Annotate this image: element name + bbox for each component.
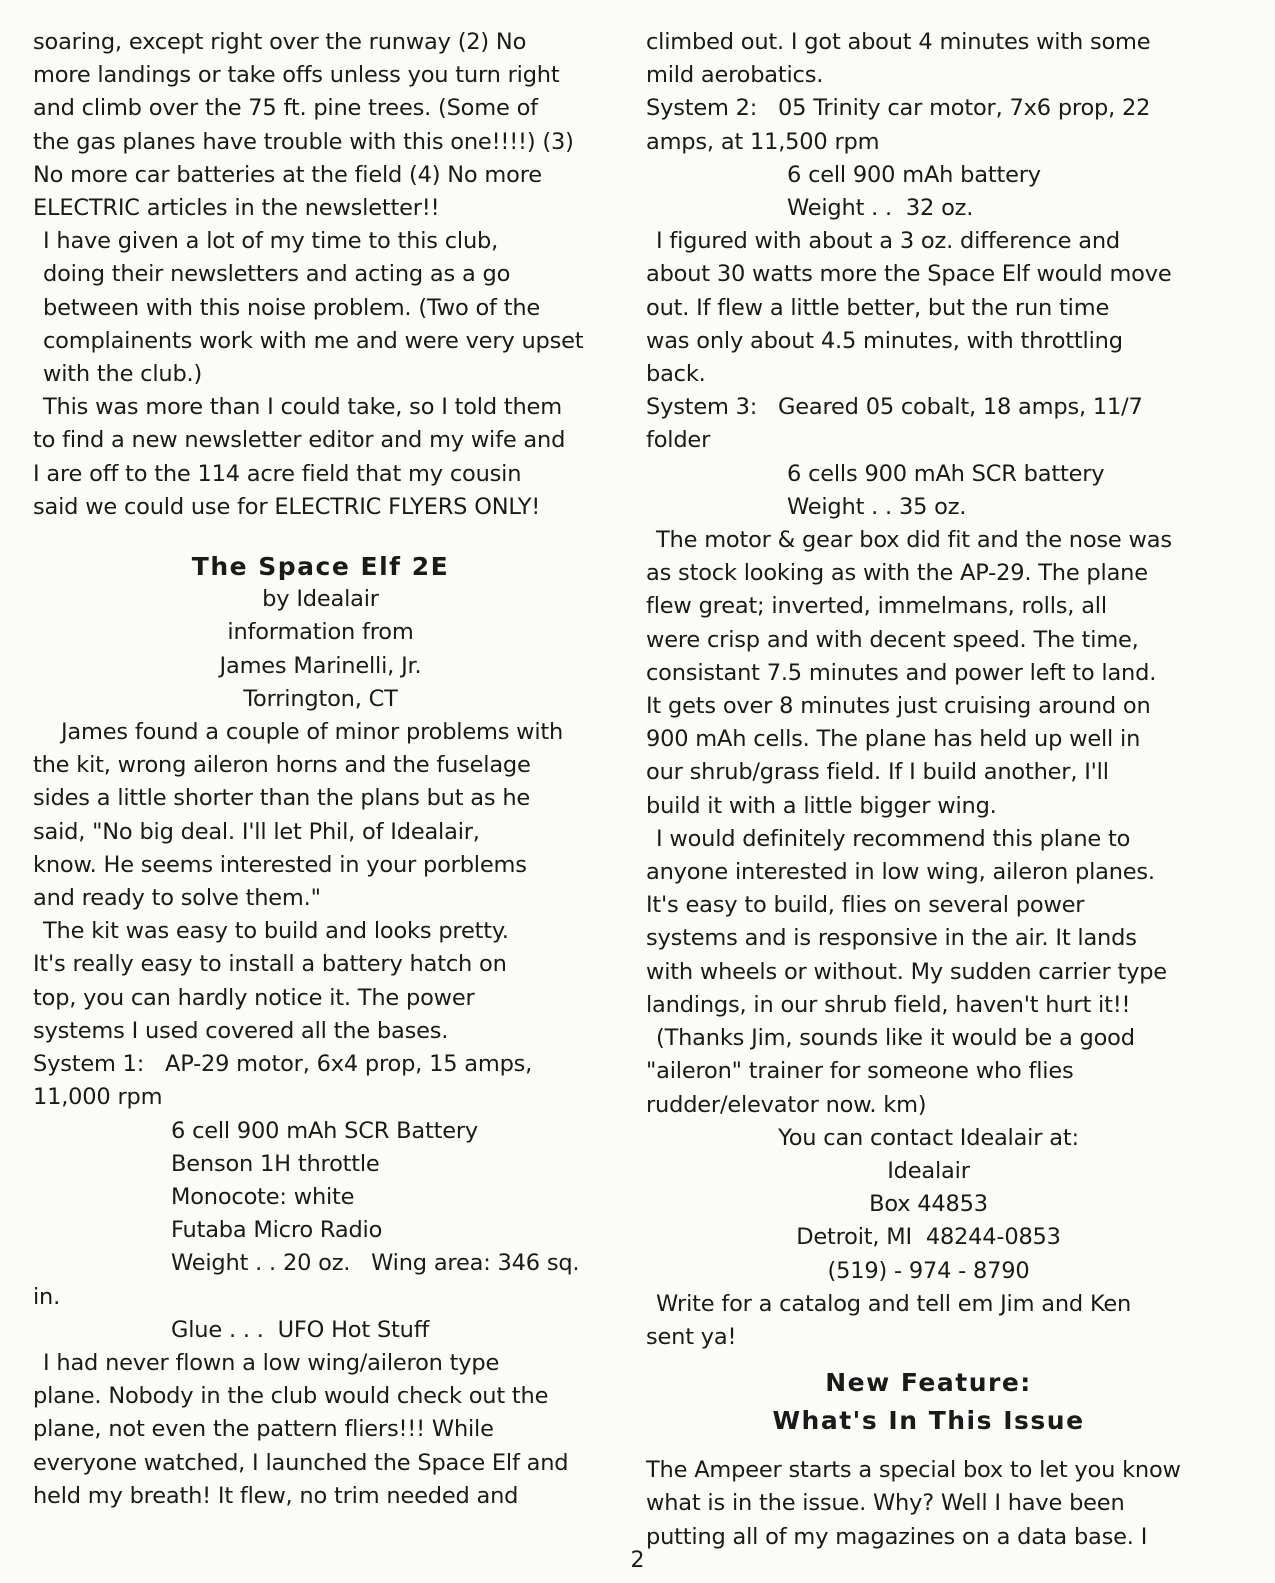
system-2-spec: System 2: 05 Trinity car motor, 7x6 prop, 22 amps, at 11,500 rpm (646, 95, 1151, 155)
paragraph: The motor & gear box did fit and the nose was as stock looking as with the AP-29. The plane flew great; inverted, immelmans, rolls, all were crisp and with decent speed. The time, consistant 7.5 minutes and power left to land. It gets over 8 minutes just cruising around on 900 mAh cells. The plane has held up well in our shrub/grass field. If I build another, I'll build it with a little bigger wing. (646, 527, 1172, 819)
paragraph: I would definitely recommend this plane to anyone interested in low wing, aileron planes. It's easy to build, flies on several power systems and is responsive in the air. It lands with wheels or without. My sudden carrier type landings, in our shrub field, haven't hurt it!! (646, 825, 1167, 1018)
article-title: The Space Elf 2E (191, 552, 450, 582)
system-1-wrap: in. (33, 1283, 61, 1310)
system-3-details: 6 cells 900 mAh SCR battery Weight . . 35 oz. (787, 460, 1105, 520)
system-1-glue: Glue . . . UFO Hot Stuff (171, 1316, 430, 1343)
contact-block: You can contact Idealair at: Idealair Box 44853 Detroit, MI 48244-0853 (519) - 974 - 8790 (778, 1124, 1079, 1284)
paragraph: This was more than I could take, so I told them to find a new newsletter editor and my wife and I are off to the 114 acre field that my cousin said we could use for ELECTRIC FLYERS ONLY! (33, 394, 566, 520)
left-column (33, 26, 608, 1513)
system-3-spec: System 3: Geared 05 cobalt, 18 amps, 11/7 folder (646, 394, 1143, 454)
paragraph: The Ampeer starts a special box to let you know what is in the issue. Why? Well I have been putting all of my magazines on a data base. I (646, 1457, 1181, 1550)
byline: by Idealair information from James Marinelli, Jr. Torrington, CT (219, 586, 422, 712)
page-number: 2 (630, 1548, 645, 1573)
right-column (646, 26, 1211, 1554)
paragraph: James found a couple of minor problems with the kit, wrong aileron horns and the fuselage sides a little shorter than the plans but as he said, "No big deal. I'll let Phil, of Idealair, know. He seems interested in your porblems and ready to solve them." (33, 719, 564, 912)
system-1-spec: System 1: AP-29 motor, 6x4 prop, 15 amps, 11,000 rpm (33, 1051, 533, 1111)
paragraph: I had never flown a low wing/aileron type plane. Nobody in the club would check out the plane, not even the pattern fliers!!! While everyone watched, I launched the Space Elf and held my breath! It flew, no trim needed and (33, 1349, 569, 1509)
paragraph: Write for a catalog and tell em Jim and Ken sent ya! (646, 1290, 1132, 1350)
paragraph: soaring, except right over the runway (2) No more landings or take offs unless you turn right and climb over the 75 ft. pine trees. (Some of the gas planes have trouble with this one!!!!) (3) No more car batteries at the field (4) No more ELECTRIC articles in the newsletter!! (33, 29, 574, 222)
system-1-details: 6 cell 900 mAh SCR Battery Benson 1H throttle Monocote: white Futaba Micro Radio Weight . . 20 oz. Wing area: 346 sq. (171, 1117, 580, 1277)
editor-note: (Thanks Jim, sounds like it would be a good "aileron" trainer for someone who flies rudder/elevator now. km) (646, 1025, 1135, 1118)
system-2-details: 6 cell 900 mAh battery Weight . . 32 oz. (787, 161, 1041, 222)
paragraph: climbed out. I got about 4 minutes with some mild aerobatics. (646, 29, 1151, 89)
paragraph: I figured with about a 3 oz. difference and about 30 watts more the Space Elf would move out. If flew a little better, but the run time was only about 4.5 minutes, with throttling back. (646, 228, 1172, 388)
feature-title: New Feature: What's In This Issue (772, 1368, 1085, 1436)
paragraph: The kit was easy to build and looks pretty. It's really easy to install a battery hatch on top, you can hardly notice it. The power systems I used covered all the bases. (33, 918, 509, 1044)
paragraph: I have given a lot of my time to this club, doing their newsletters and acting as a go between with this noise problem. (Two of the complainents work with me and were very upset with the club.) (43, 228, 584, 388)
